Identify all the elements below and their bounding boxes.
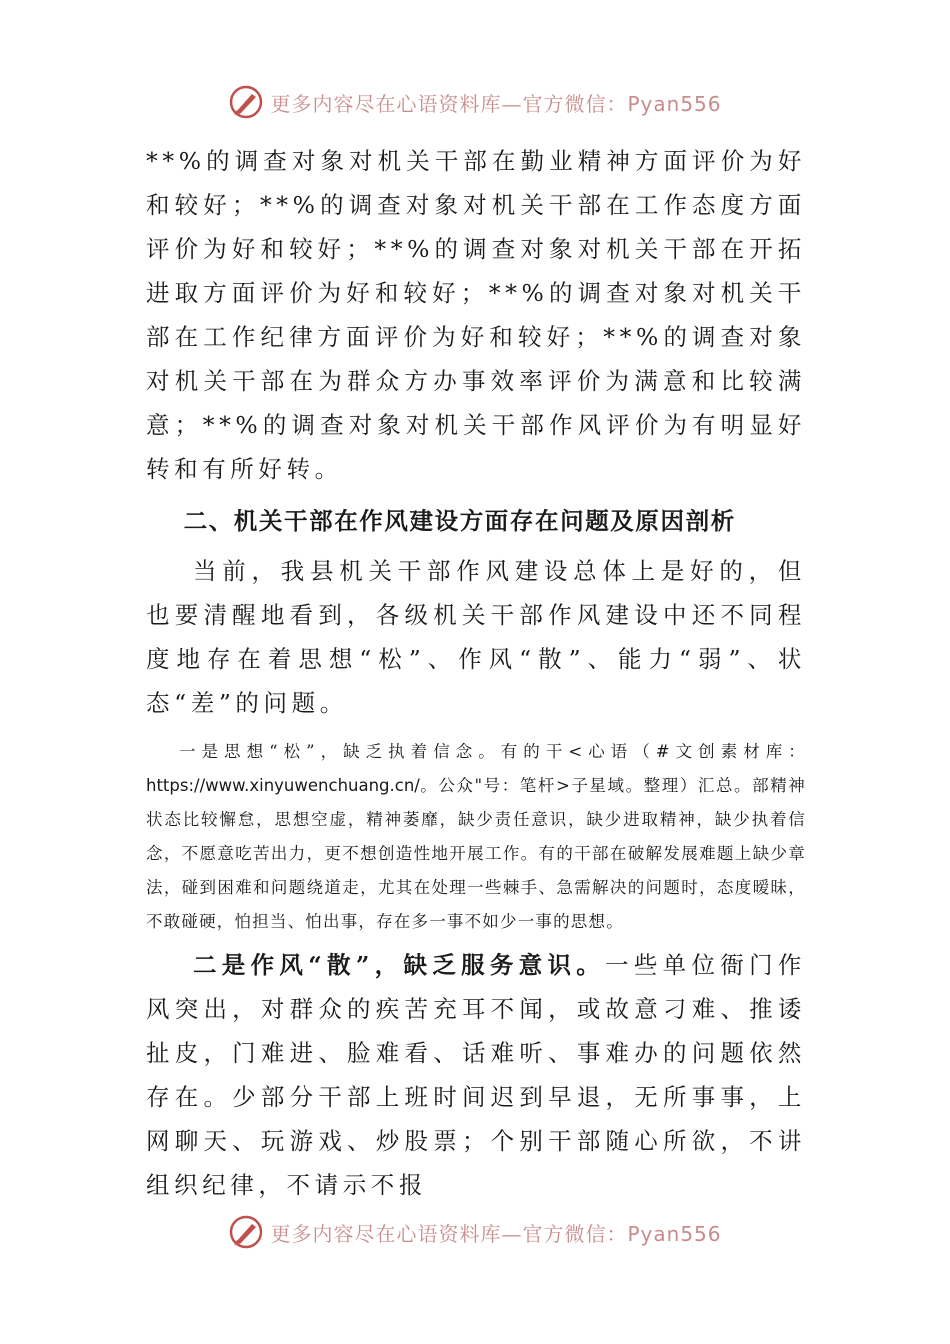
banner-wechat-id: Pyan556 — [627, 1221, 722, 1246]
paragraph-style-scattered: 二是作风“散”，缺乏服务意识。一些单位衙门作风突出，对群众的疾苦充耳不闻，或故意刁难、推诿扯皮，门难进、脸难看、话难听、事难办的问题依然存在。少部分干部上班时间迟到早退，无所事事，上网聊天、玩游戏、炒股票；个别干部随心所欲，不讲组织纪律，不请示不报 — [146, 951, 806, 1199]
header-banner — [0, 84, 950, 120]
pen-logo-icon — [228, 1214, 264, 1250]
pen-logo-icon — [228, 84, 264, 120]
footer-banner — [0, 1214, 950, 1250]
banner-wechat-id: Pyan556 — [627, 91, 722, 116]
banner-text: 更多内容尽在心语资料库—官方微信：Pyan556 — [270, 91, 722, 116]
paragraph-thought-loose: 一是思想“松”，缺乏执着信念。有的干<心语（#文创素材库：https://www.xinyuwenchuang.cn/。公众"号：笔杆>子星域。整理）汇总。部精神状态比较懈怠，思想空虚，精神萎靡，缺少责任意识，缺少进取精神，缺少执着信念，不愿意吃苦出力，更不想创造性地开展工作。有的干部在破解发展难题上缺少章法，碰到困难和问题绕道走，尤其在处理一些棘手、急需解决的问题时，态度暧昧，不敢碰硬，怕担当、怕出事，存在多一事不如少一事的思想。 — [146, 742, 806, 931]
source-url: https://www.xinyuwenchuang.cn/ — [146, 776, 420, 795]
banner-text: 更多内容尽在心语资料库—官方微信：Pyan556 — [270, 1221, 722, 1246]
document-body — [146, 139, 806, 1207]
section-heading-2: 二、机关干部在作风建设方面存在问题及原因剖析 — [183, 507, 736, 535]
paragraph-survey-results: **%的调查对象对机关干部在勤业精神方面评价为好和较好；**%的调查对象对机关干部在工作态度方面评价为好和较好；**%的调查对象对机关干部在开拓进取方面评价为好和较好；**%的调查对象对机关干部在工作纪律方面评价为好和较好；**%的调查对象对机关干部在为群众方办事效率评价为满意和比较满意；**%的调查对象对机关干部作风评价为有明显好转和有所好转。 — [146, 147, 806, 483]
paragraph-overview: 当前，我县机关干部作风建设总体上是好的，但也要清醒地看到，各级机关干部作风建设中还不同程度地存在着思想“松”、作风“散”、能力“弱”、状态“差”的问题。 — [146, 557, 806, 717]
paragraph-lead: 二是作风“散”，缺乏服务意识。 — [193, 951, 606, 979]
